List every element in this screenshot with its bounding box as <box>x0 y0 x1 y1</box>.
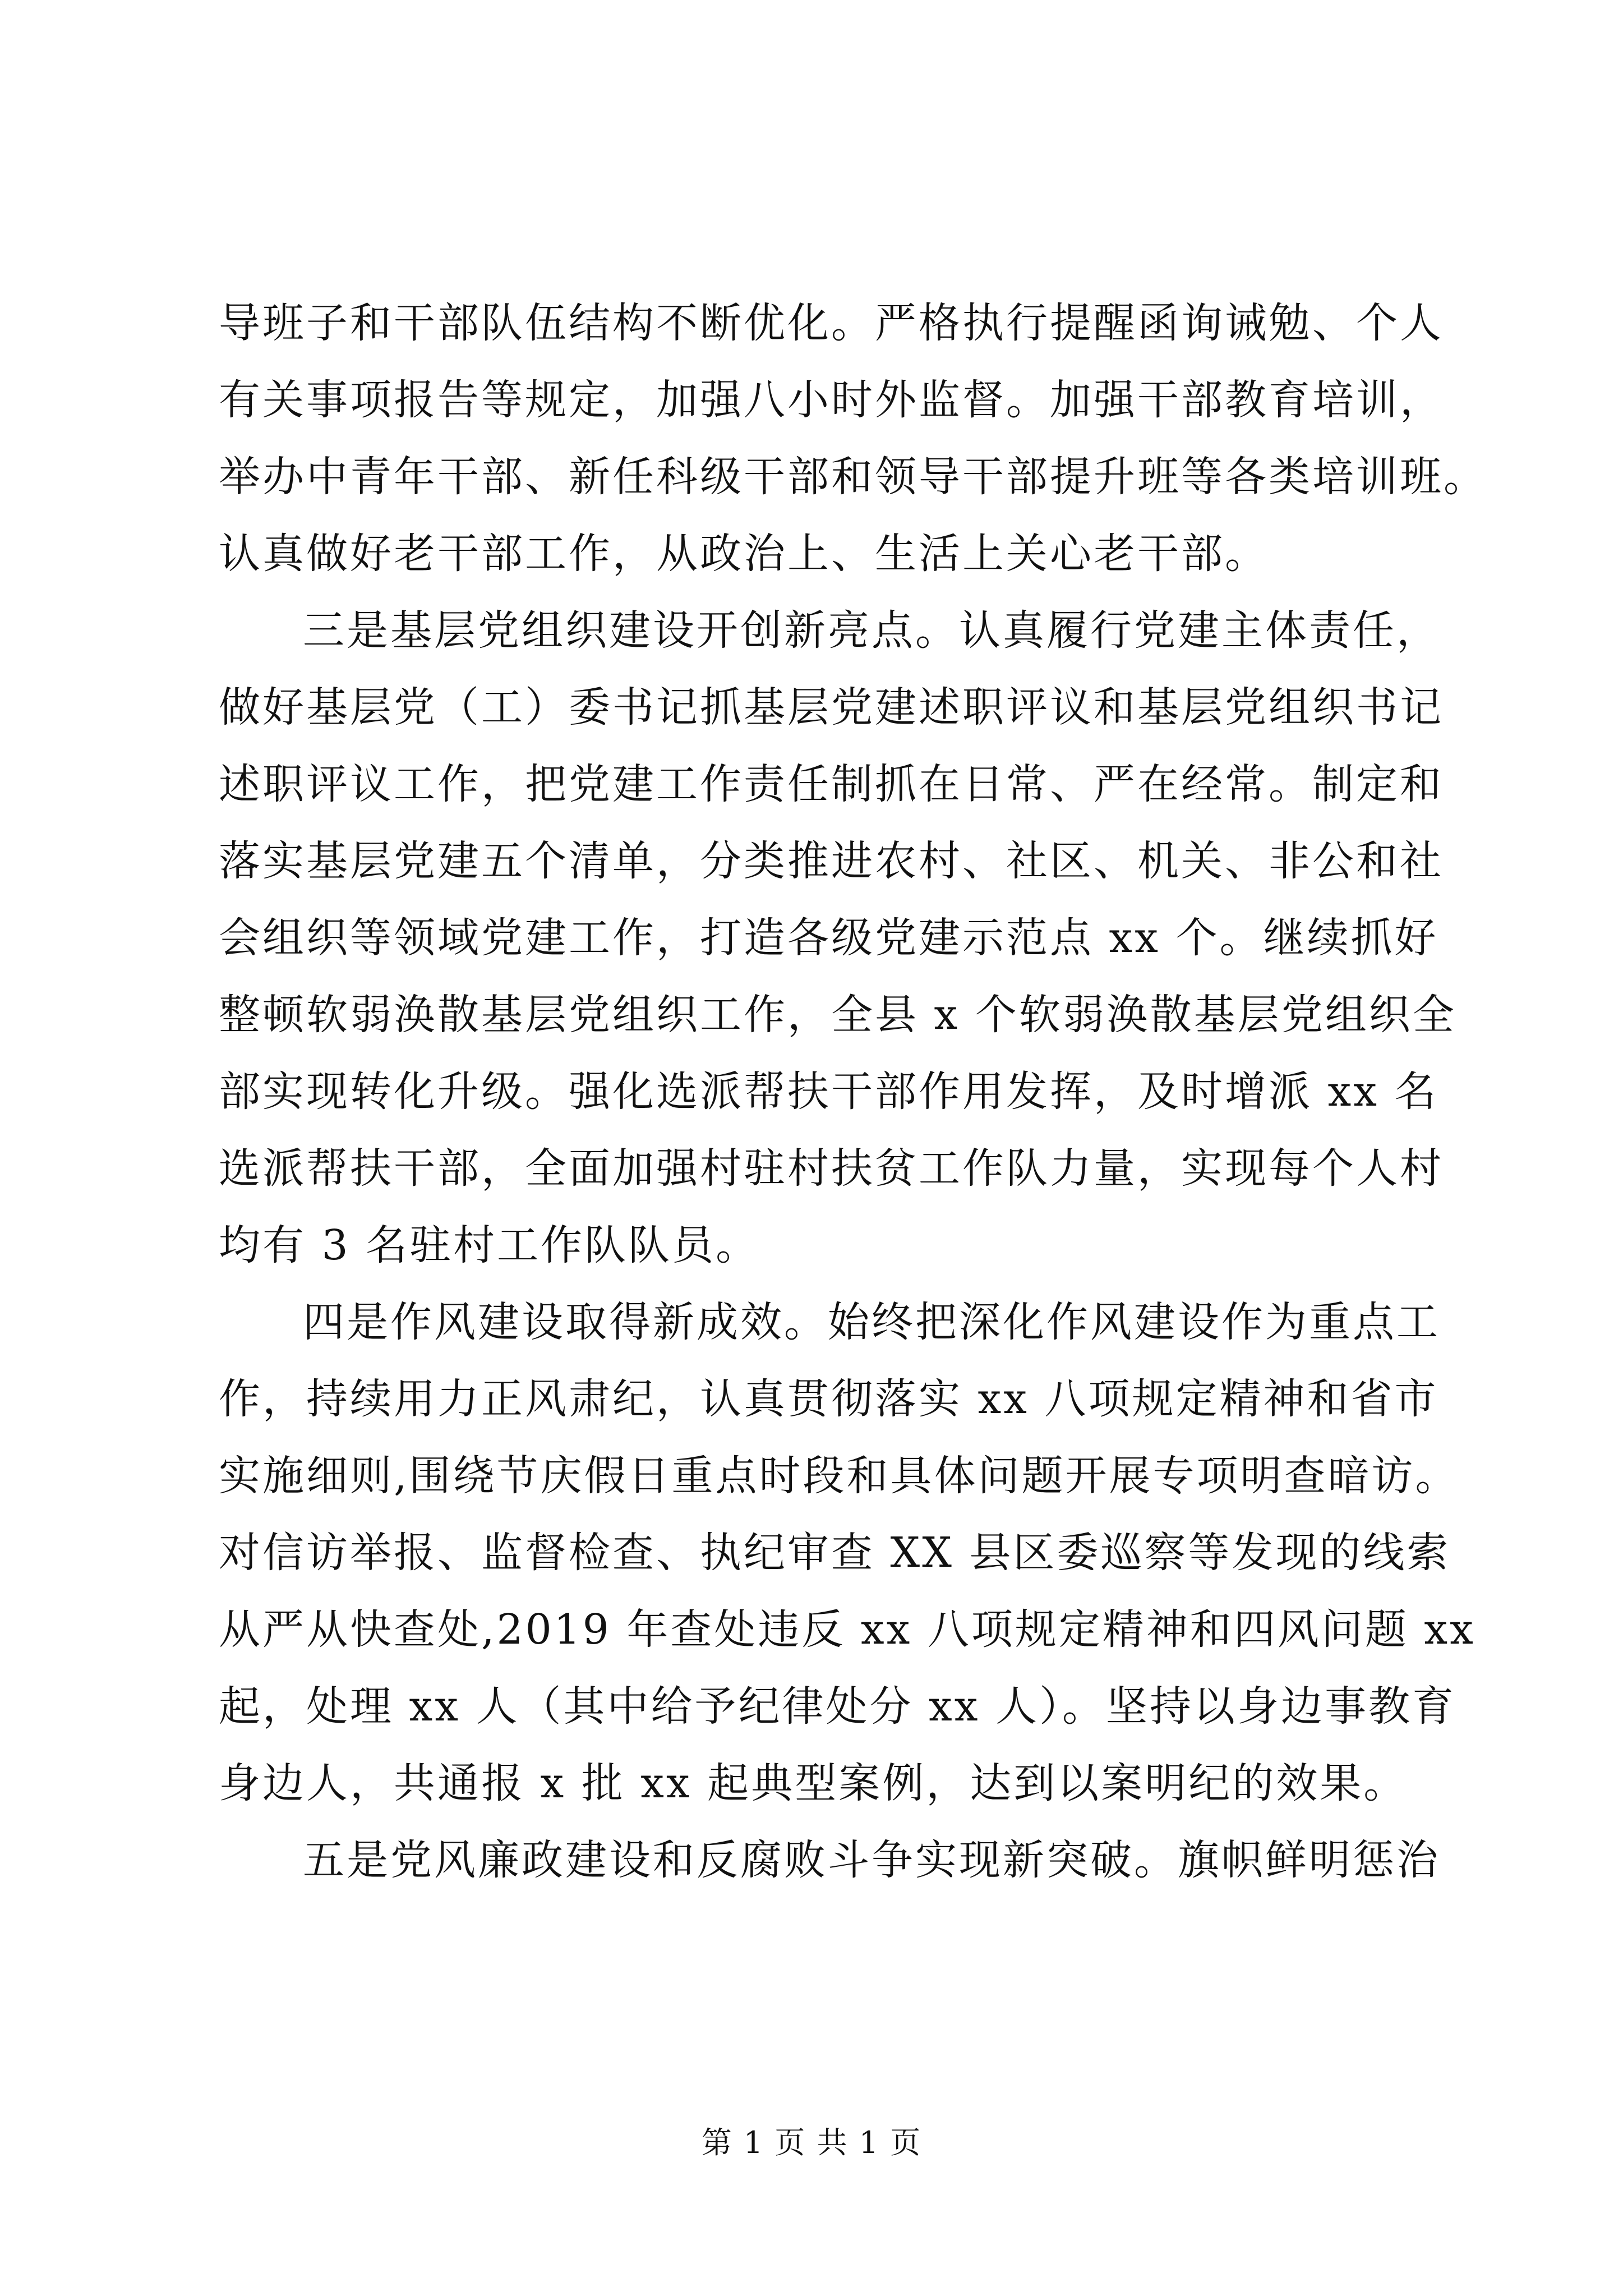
text-line: 述职评议工作，把党建工作责任制抓在日常、严在经常。制定和 <box>219 760 1444 808</box>
text-line: 落实基层党建五个清单，分类推进农村、社区、机关、非公和社 <box>219 837 1444 885</box>
text-line: 起，处理 xx 人（其中给予纪律处分 xx 人）。坚持以身边事教育 <box>219 1682 1456 1731</box>
text-line: 举办中青年干部、新任科级干部和领导干部提升班等各类培训班。 <box>219 453 1487 501</box>
text-line: 会组织等领域党建工作，打造各级党建示范点 xx 个。继续抓好 <box>219 914 1438 962</box>
text-line: 三是基层党组织建设开创新亮点。认真履行党建主体责任， <box>303 606 1440 655</box>
text-line: 对信访举报、监督检查、执纪审查 XX 县区委巡察等发现的线索 <box>219 1529 1451 1577</box>
page-footer: 第 1 页 共 1 页 <box>701 2125 922 2160</box>
text-line: 实施细则,围绕节庆假日重点时段和具体问题开展专项明查暗访。 <box>219 1452 1459 1500</box>
text-line: 作，持续用力正风肃纪，认真贯彻落实 xx 八项规定精神和省市 <box>219 1375 1438 1423</box>
text-line: 均有 3 名驻村工作队队员。 <box>219 1221 760 1269</box>
text-line: 导班子和干部队伍结构不断优化。严格执行提醒函询诫勉、个人 <box>219 299 1444 347</box>
text-line: 五是党风廉政建设和反腐败斗争实现新突破。旗帜鲜明惩治 <box>303 1836 1440 1884</box>
text-line: 身边人，共通报 x 批 xx 起典型案例，达到以案明纪的效果。 <box>219 1759 1408 1807</box>
text-line: 四是作风建设取得新成效。始终把深化作风建设作为重点工 <box>303 1298 1440 1346</box>
text-line: 选派帮扶干部，全面加强村驻村扶贫工作队力量，实现每个人村 <box>219 1144 1444 1193</box>
text-line: 做好基层党（工）委书记抓基层党建述职评议和基层党组织书记 <box>219 683 1444 731</box>
document-body <box>219 285 1487 1899</box>
text-line: 认真做好老干部工作，从政治上、生活上关心老干部。 <box>219 530 1269 578</box>
text-line: 从严从快查处,2019 年查处违反 xx 八项规定精神和四风问题 xx <box>219 1605 1476 1654</box>
text-line: 部实现转化升级。强化选派帮扶干部作用发挥，及时增派 xx 名 <box>219 1068 1438 1116</box>
text-line: 整顿软弱涣散基层党组织工作，全县 x 个软弱涣散基层党组织全 <box>219 991 1456 1039</box>
text-line: 有关事项报告等规定，加强八小时外监督。加强干部教育培训， <box>219 376 1444 424</box>
